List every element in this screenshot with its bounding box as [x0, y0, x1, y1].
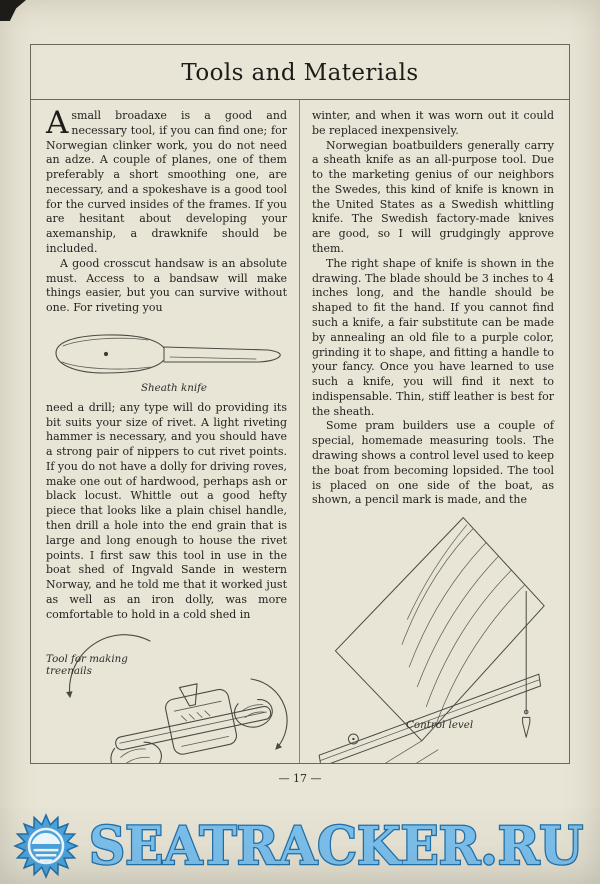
book-page	[30, 44, 570, 764]
dropcap-letter: A	[46, 105, 69, 141]
page-number: — 17 —	[278, 772, 322, 785]
control-level-caption: Control level	[406, 719, 474, 732]
page-title: Tools and Materials	[181, 60, 419, 86]
control-level-figure	[312, 514, 554, 764]
paragraph: need a drill; any type will do providing its bit suits your size of rivet. A light riveting hammer is necessary, and you should have a strong pair of nippers to cut rivet points. If you do not have a dolly for driving roves, make one out of hardwood, perhaps ash or black locust. Whittle out a good hefty piece that looks like a plain chisel handle, then drill a hole into the end grain that is large and long enough to house the rivet points. I first saw this tool in use in the boat shed of Ingvald Sande in western Norway, and he told me that it worked just as well as an iron dolly, was more comfortable to hold in a cold shed in	[46, 400, 287, 621]
scan-artifact-corner	[0, 0, 26, 21]
paragraph	[46, 105, 287, 257]
paragraph: The right shape of knife is shown in the drawing. The blade should be 3 inches to 4 inches long, and the handle should be shaped to fit the hand. If you cannot find such a knife, a fair substitute can be made by annealing an old file to a purple color, grinding it to shape, and fitting a handle to your fancy. Once you have learned to use such a knife, you will find it next to indispensable. Thin, stiff leather is best for the sheath.	[312, 256, 554, 418]
sheath-knife-illustration	[46, 324, 288, 380]
treenail-tool-illustration	[46, 627, 289, 764]
paragraph: Some pram builders use a couple of special, homemade measuring tools. The drawing shows a control level used to keep the boat from becoming lopsided. The tool is placed on one side of the boat, as shown, a pencil mark is made, and the	[312, 419, 554, 507]
paragraph-text: small broadaxe is a good and necessary tool, if you can find one; for Norwegian clinker work, you do not need an adze. A couple of planes, one of them preferably a short smoothing one, are necessary, and a spokeshave is a good tool for the curved insides of the frames. If you are hesitant about developing your axemanship, a drawknife should be included.	[46, 109, 287, 256]
watermark-banner	[0, 808, 600, 884]
paragraph: A good crosscut handsaw is an absolute must. Access to a bandsaw will make things easier, but you can survive without one. For riveting you	[46, 256, 287, 315]
sheath-knife-figure	[46, 324, 287, 395]
watermark-text	[85, 814, 587, 878]
two-column-text	[31, 100, 569, 763]
treenail-tool-figure	[46, 627, 287, 764]
paragraph: Norwegian boatbuilders generally carry a sheath knife as an all-purpose tool. Due to the marketing genius of our neighbors the Swedes, this kind of knife is known in the United States as a Swedish whittling knife. The Swedish factory-made knives are good, so I will grudgingly approve them.	[312, 138, 554, 256]
right-column	[300, 100, 569, 763]
sun-logo-icon	[13, 813, 79, 879]
treenail-tool-label: Tool for making treenails	[46, 652, 128, 678]
watermark-text-label: SEATRACKER.RU	[89, 816, 583, 877]
paragraph: winter, and when it was worn out it could be replaced inexpensively.	[312, 109, 554, 137]
sheath-knife-caption: Sheath knife	[141, 381, 208, 394]
left-column	[31, 100, 300, 763]
